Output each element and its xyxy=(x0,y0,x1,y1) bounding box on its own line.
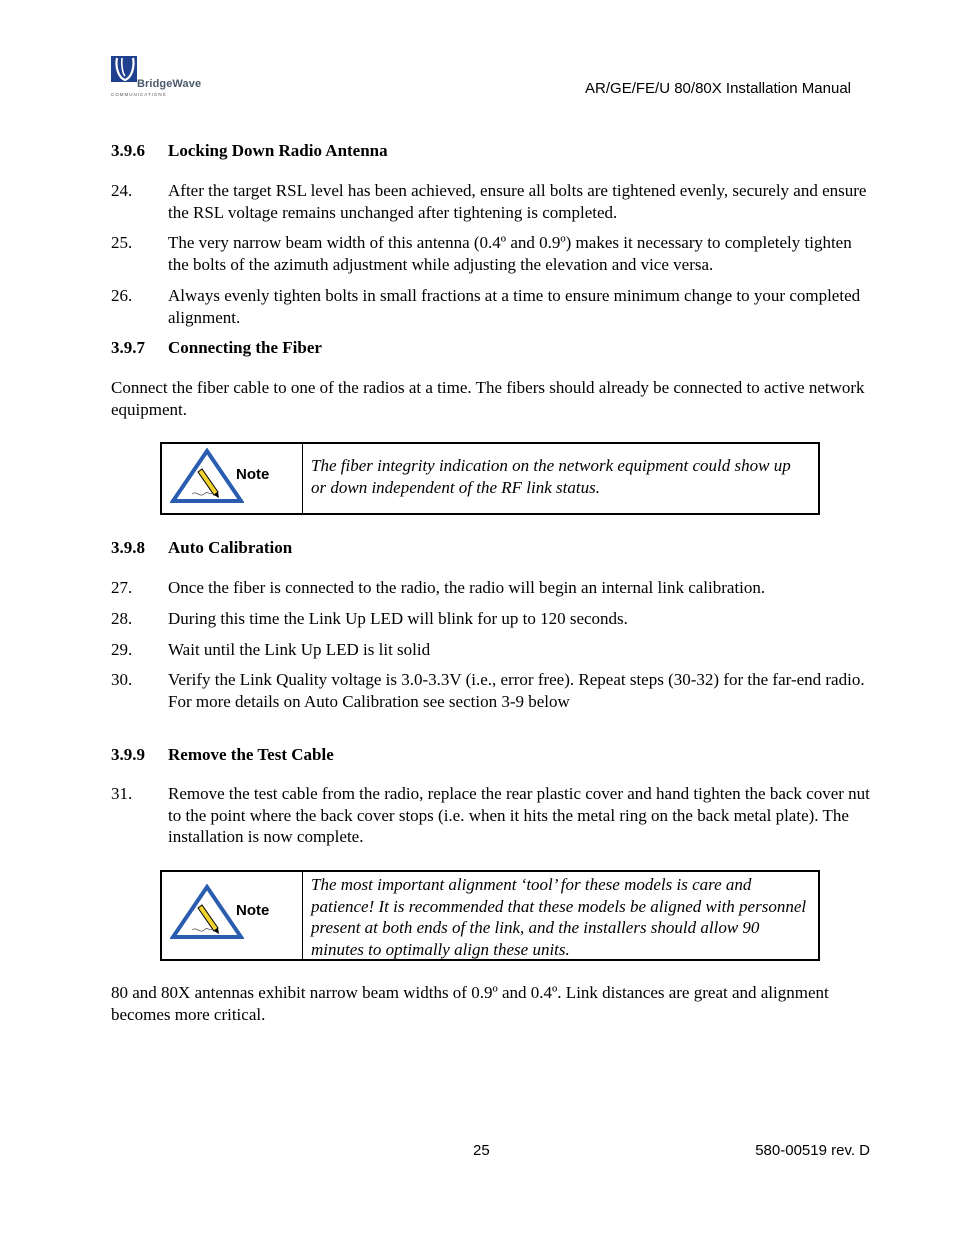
section-number: 3.9.6 xyxy=(111,141,145,160)
manual-title: AR/GE/FE/U 80/80X Installation Manual xyxy=(585,80,851,97)
step-number: 24. xyxy=(111,181,133,200)
step-number: 30. xyxy=(111,670,133,689)
closing-paragraph: 80 and 80X antennas exhibit narrow beam widths of 0.9º and 0.4º. Link distances are great and alignment becomes more critical. xyxy=(111,983,829,1024)
step-24 xyxy=(111,180,871,223)
step-27 xyxy=(111,577,871,599)
note-text: The fiber integrity indication on the network equipment could show up or down independent of the RF link status. xyxy=(311,456,791,497)
note-label-cell xyxy=(162,444,303,513)
note-pencil-icon xyxy=(170,884,244,940)
step-text: Once the fiber is connected to the radio, the radio will begin an internal link calibration. xyxy=(168,578,766,597)
logo-name: BridgeWave xyxy=(137,78,202,90)
step-text: Wait until the Link Up LED is lit solid xyxy=(168,640,431,659)
step-25 xyxy=(111,232,871,275)
step-text: The very narrow beam width of this antenna (0.4º and 0.9º) makes it necessary to completely tighten the bolts of the azimuth adjustment while adjusting the elevation and vice versa. xyxy=(168,233,852,274)
note-box-fiber xyxy=(160,442,820,515)
note-label-cell xyxy=(162,872,303,959)
page-number: 25 xyxy=(473,1142,490,1159)
section-title: Auto Calibration xyxy=(168,538,293,557)
fiber-intro-paragraph: Connect the fiber cable to one of the radios at a time. The fibers should already be connected to active network equipment. xyxy=(111,378,865,419)
step-text: After the target RSL level has been achieved, ensure all bolts are tightened evenly, securely and ensure the RSL voltage remains unchanged after tightening is completed. xyxy=(168,181,867,222)
step-number: 31. xyxy=(111,784,133,803)
note-pencil-icon xyxy=(170,448,244,504)
step-29 xyxy=(111,639,871,661)
note-box-alignment xyxy=(160,870,820,961)
section-heading-3-9-6 xyxy=(111,141,388,161)
logo-subtitle: COMMUNICATIONS xyxy=(111,92,167,97)
note-label: Note xyxy=(236,902,270,919)
section-title: Connecting the Fiber xyxy=(168,338,322,357)
company-logo xyxy=(111,54,221,98)
document-revision: 580-00519 rev. D xyxy=(755,1142,870,1159)
step-number: 28. xyxy=(111,609,133,628)
step-number: 25. xyxy=(111,233,133,252)
step-text: During this time the Link Up LED will blink for up to 120 seconds. xyxy=(168,609,628,628)
note-label: Note xyxy=(236,466,270,483)
section-heading-3-9-9 xyxy=(111,745,334,765)
step-text: Always evenly tighten bolts in small fractions at a time to ensure minimum change to your completed alignment. xyxy=(168,286,861,327)
step-text: Remove the test cable from the radio, replace the rear plastic cover and hand tighten the back cover nut to the point where the back cover stops (i.e. when it hits the metal ring on the back metal plate). The installation is now complete. xyxy=(168,784,870,846)
step-number: 29. xyxy=(111,640,133,659)
bridgewave-logo-icon xyxy=(111,54,139,84)
step-30 xyxy=(111,669,871,712)
step-number: 26. xyxy=(111,286,133,305)
section-title: Locking Down Radio Antenna xyxy=(168,141,388,160)
step-number: 27. xyxy=(111,578,133,597)
step-text: Verify the Link Quality voltage is 3.0-3.3V (i.e., error free). Repeat steps (30-32) for the far-end radio. For more details on Auto Calibration see section 3-9 below xyxy=(168,670,865,711)
note-text: The most important alignment ‘tool’ for these models is care and patience! It is recommended that these models be aligned with personnel present at both ends of the link, and the installers should allow 90 minutes to optimally align these units. xyxy=(311,875,807,959)
section-number: 3.9.7 xyxy=(111,338,145,357)
section-number: 3.9.9 xyxy=(111,745,145,764)
section-title: Remove the Test Cable xyxy=(168,745,334,764)
step-28 xyxy=(111,608,871,630)
step-26 xyxy=(111,285,871,328)
section-heading-3-9-7 xyxy=(111,338,322,358)
section-number: 3.9.8 xyxy=(111,538,145,557)
step-31 xyxy=(111,783,871,848)
section-heading-3-9-8 xyxy=(111,538,292,558)
